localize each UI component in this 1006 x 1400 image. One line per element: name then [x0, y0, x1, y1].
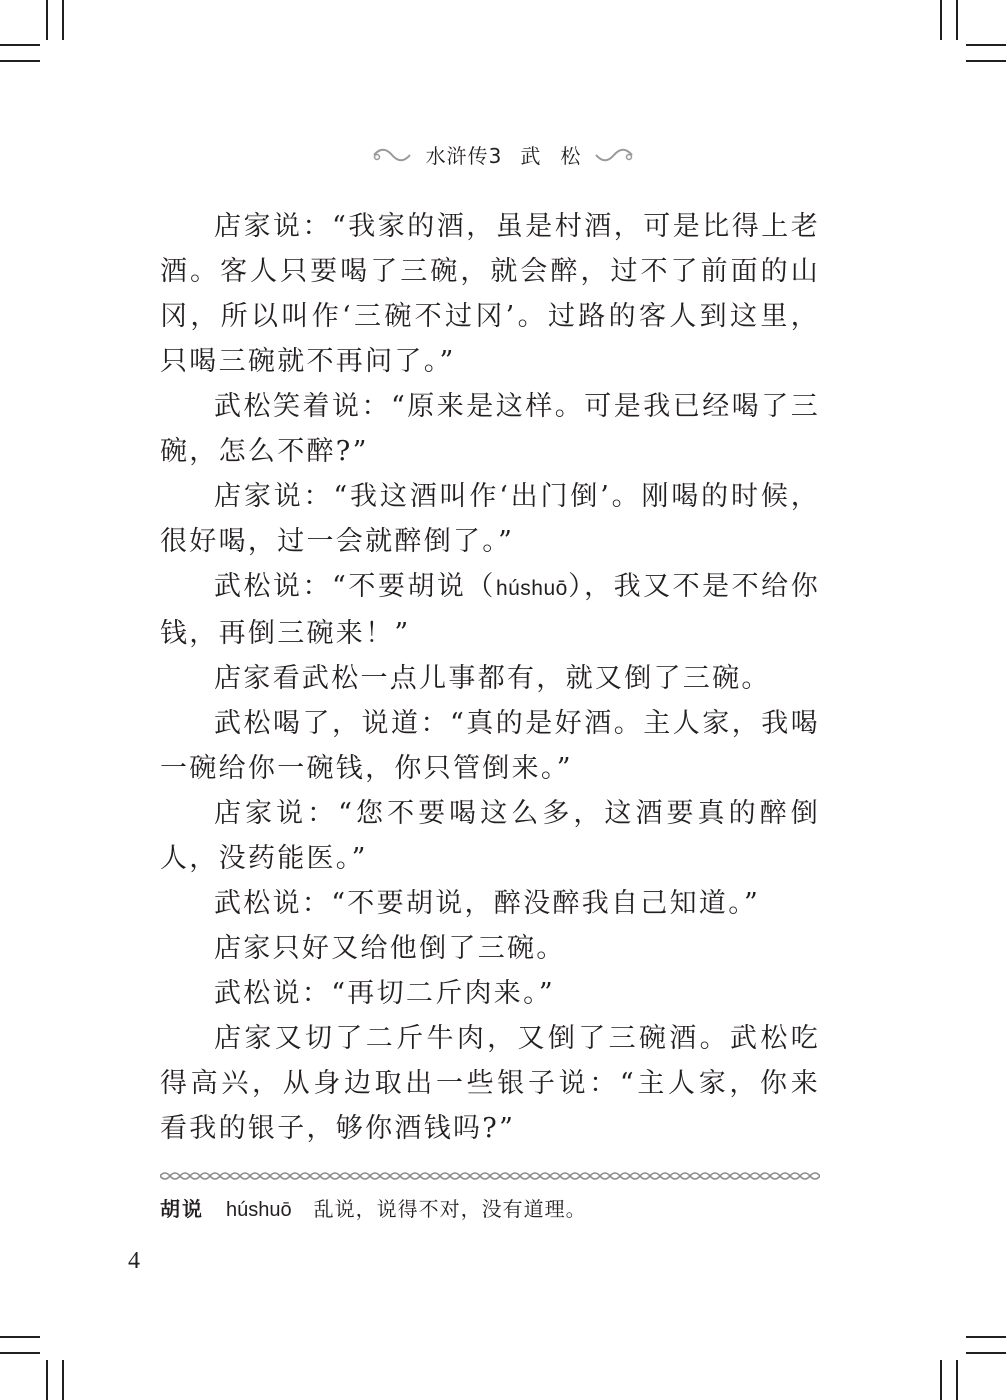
footnote-term: 胡说: [160, 1197, 204, 1221]
ornament-left-icon: [372, 146, 412, 164]
paragraph: 武松喝了，说道：“真的是好酒。主人家，我喝一碗给你一碗钱，你只管倒来。”: [160, 708, 820, 784]
paragraph-text: ），我又不是不给你钱，再倒三碗来！”: [160, 571, 820, 649]
crop-mark: [0, 60, 40, 62]
inline-pinyin: húshuō: [495, 577, 568, 600]
paragraph: 店家又切了二斤牛肉，又倒了三碗酒。武松吃得高兴，从身边取出一些银子说：“主人家，你来看我的银子，够你酒钱吗?”: [160, 1023, 820, 1144]
paragraph: 武松笑着说：“原来是这样。可是我已经喝了三碗，怎么不醉?”: [160, 391, 820, 467]
body-text: [160, 204, 820, 1151]
paragraph: 店家看武松一点儿事都有，就又倒了三碗。: [214, 663, 771, 694]
page-number: 4: [128, 1248, 140, 1274]
ornament-right-icon: [594, 146, 634, 164]
crop-mark: [956, 0, 958, 40]
footnote: [160, 1193, 820, 1222]
paragraph: 店家说：“您不要喝这么多，这酒要真的醉倒人，没药能医。”: [160, 798, 820, 874]
crop-mark: [966, 60, 1006, 62]
crop-mark: [966, 44, 1006, 46]
crop-mark: [966, 1336, 1006, 1338]
crop-mark: [46, 1360, 48, 1400]
crop-mark: [0, 1352, 40, 1354]
crop-mark: [0, 44, 40, 46]
chapter-title: 武松: [520, 144, 601, 168]
crop-mark: [940, 0, 942, 40]
book-series-title: 水浒传3: [425, 144, 503, 168]
footnote-divider: [160, 1169, 820, 1183]
crop-mark: [956, 1360, 958, 1400]
paragraph: [160, 564, 820, 656]
running-header: [0, 140, 1006, 169]
paragraph: 武松说：“再切二斤肉来。”: [214, 978, 556, 1009]
crop-mark: [46, 0, 48, 40]
crop-mark: [62, 1360, 64, 1400]
footnote-definition: 乱说，说得不对，没有道理。: [313, 1197, 587, 1221]
paragraph: 店家只好又给他倒了三碗。: [214, 933, 566, 964]
paragraph: 武松说：“不要胡说，醉没醉我自己知道。”: [214, 888, 761, 919]
crop-mark: [940, 1360, 942, 1400]
paragraph-text: 武松说：“不要胡说（: [214, 571, 496, 602]
paragraph: 店家说：“我这酒叫作‘出门倒’。刚喝的时候，很好喝，过一会就醉倒了。”: [160, 481, 820, 557]
paragraph: 店家说：“我家的酒，虽是村酒，可是比得上老酒。客人只要喝了三碗，就会醉，过不了前面的山冈，所以叫作‘三碗不过冈’。过路的客人到这里，只喝三碗就不再问了。”: [160, 211, 820, 377]
crop-mark: [0, 1336, 40, 1338]
crop-mark: [62, 0, 64, 40]
crop-mark: [966, 1352, 1006, 1354]
footnote-pinyin: húshuō: [226, 1199, 292, 1221]
